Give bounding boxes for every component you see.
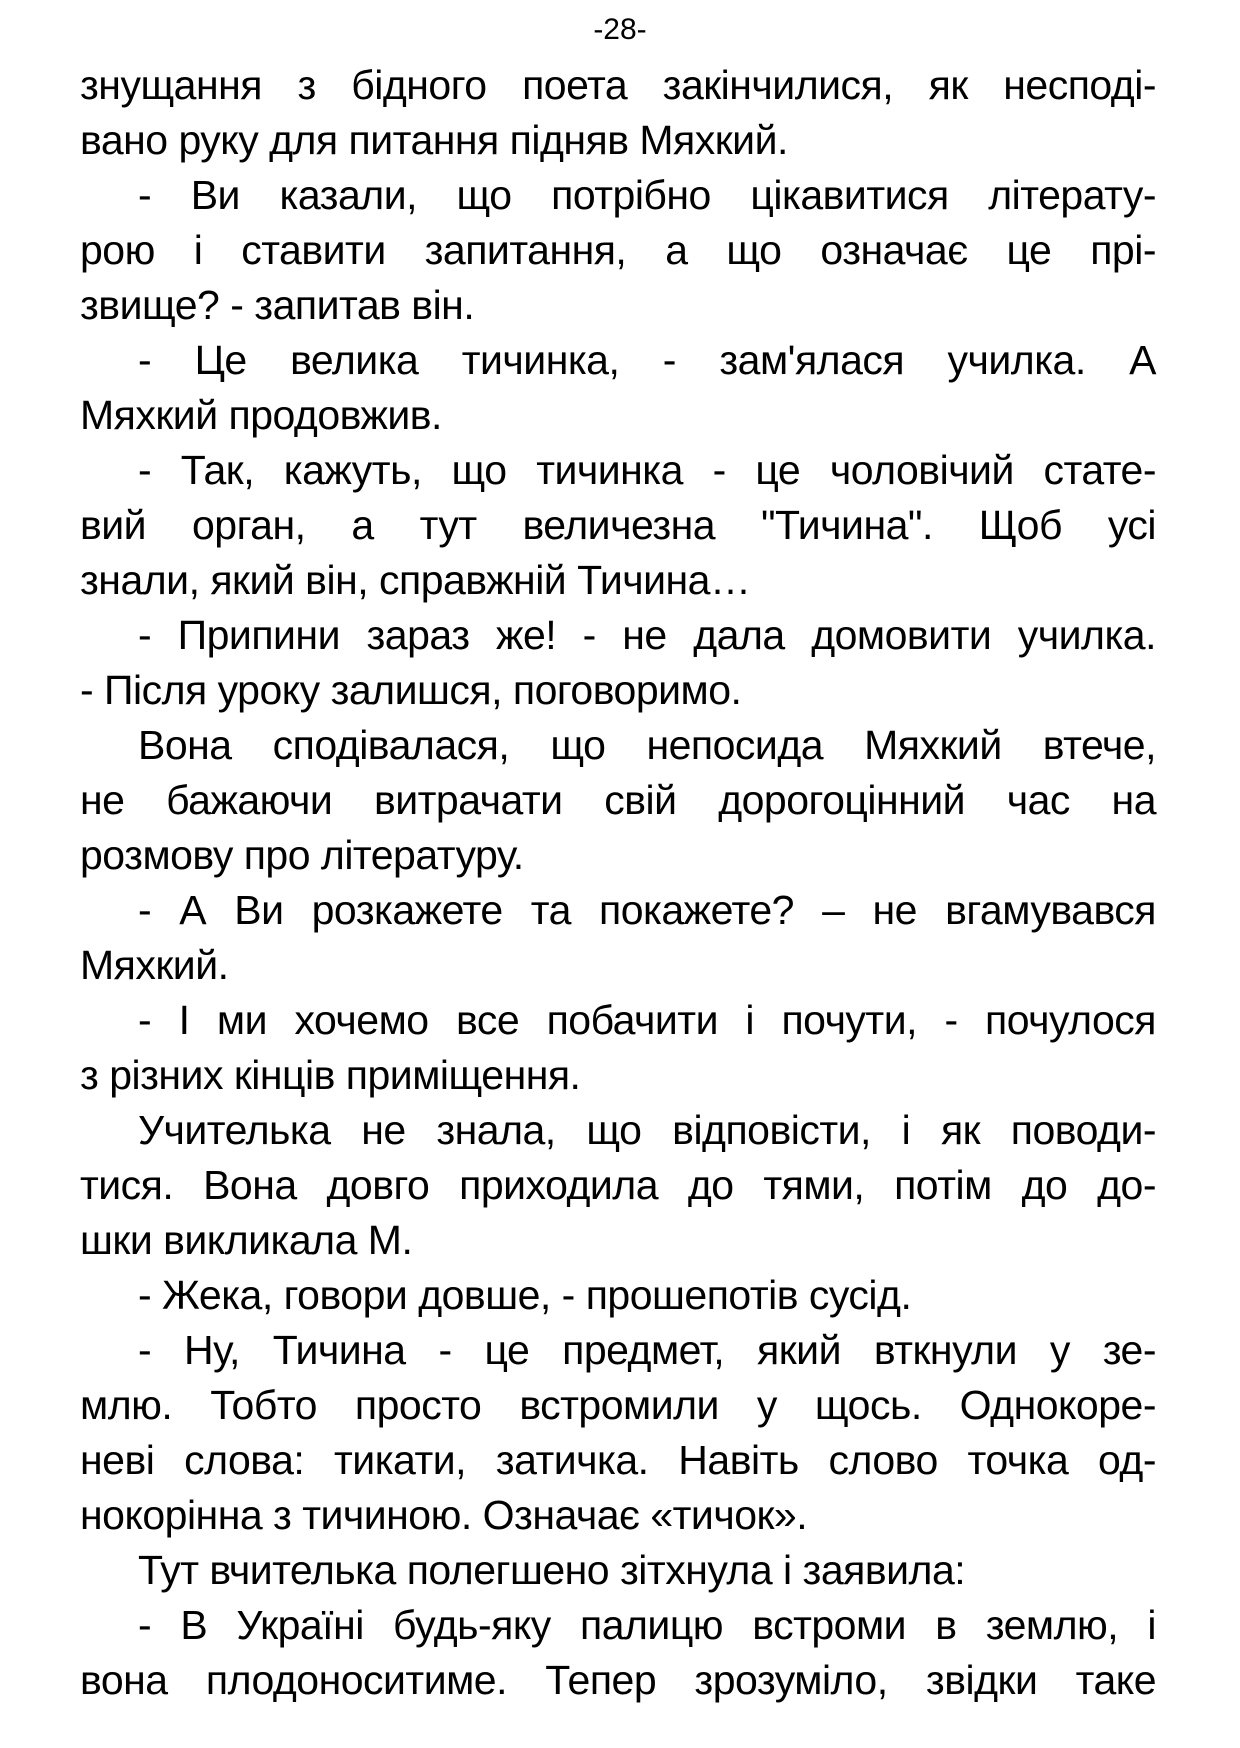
text-line: з різних кінців приміщення. [80, 1052, 581, 1098]
text-line: Мяхкий. [80, 942, 229, 988]
text-line: знущання з бідного поета закінчилися, як несподі- [80, 62, 1156, 108]
text-line: - Ви казали, що потрібно цікавитися літерату- [138, 172, 1156, 218]
text-line: неві слова: тикати, затичка. Навіть слово точка од- [80, 1437, 1156, 1483]
text-line: шки викликала М. [80, 1217, 413, 1263]
text-line: тися. Вона довго приходила до тями, потім до до- [80, 1162, 1156, 1208]
text-line: нокорінна з тичиною. Означає «тичок». [80, 1492, 808, 1538]
text-line: - Після уроку залишся, поговоримо. [80, 667, 742, 713]
text-line: - Припини зараз же! - не дала домовити училка. [138, 612, 1156, 658]
text-line: вий орган, а тут величезна "Тичина". Щоб усі [80, 502, 1156, 548]
text-line: знали, який він, справжній Тичина… [80, 557, 751, 603]
text-line: розмову про літературу. [80, 832, 524, 878]
text-line: звище? - запитав він. [80, 282, 475, 328]
text-line: - Жека, говори довше, - прошепотів сусід. [138, 1272, 912, 1318]
text-line: - І ми хочемо все побачити і почути, - почулося [138, 997, 1156, 1043]
text-line: не бажаючи витрачати свій дорогоцінний час на [80, 777, 1156, 823]
text-line: рою і ставити запитання, а що означає це прі- [80, 227, 1156, 273]
text-line: - Так, кажуть, що тичинка - це чоловічий стате- [138, 447, 1156, 493]
text-line: Учителька не знала, що відповісти, і як поводи- [138, 1107, 1156, 1153]
text-line: вано руку для питання підняв Мяхкий. [80, 117, 788, 163]
text-line: млю. Тобто просто встромили у щось. Однокоре- [80, 1382, 1156, 1428]
text-line: - А Ви розкажете та покажете? – не вгамувався [138, 887, 1156, 933]
text-line: Мяхкий продовжив. [80, 392, 442, 438]
page-number: -28- [593, 13, 647, 46]
text-line: Вона сподівалася, що непосида Мяхкий втече, [138, 722, 1156, 768]
text-line: - Ну, Тичина - це предмет, який вткнули у зе- [138, 1327, 1156, 1373]
text-line: вона плодоноситиме. Тепер зрозуміло, звідки таке [80, 1657, 1156, 1703]
text-block [0, 58, 1240, 1708]
text-line: - В Україні будь-яку палицю встроми в землю, і [138, 1602, 1156, 1648]
text-line: - Це велика тичинка, - зам'ялася училка. А [138, 337, 1156, 383]
text-line: Тут вчителька полегшено зітхнула і заявила: [138, 1547, 966, 1593]
